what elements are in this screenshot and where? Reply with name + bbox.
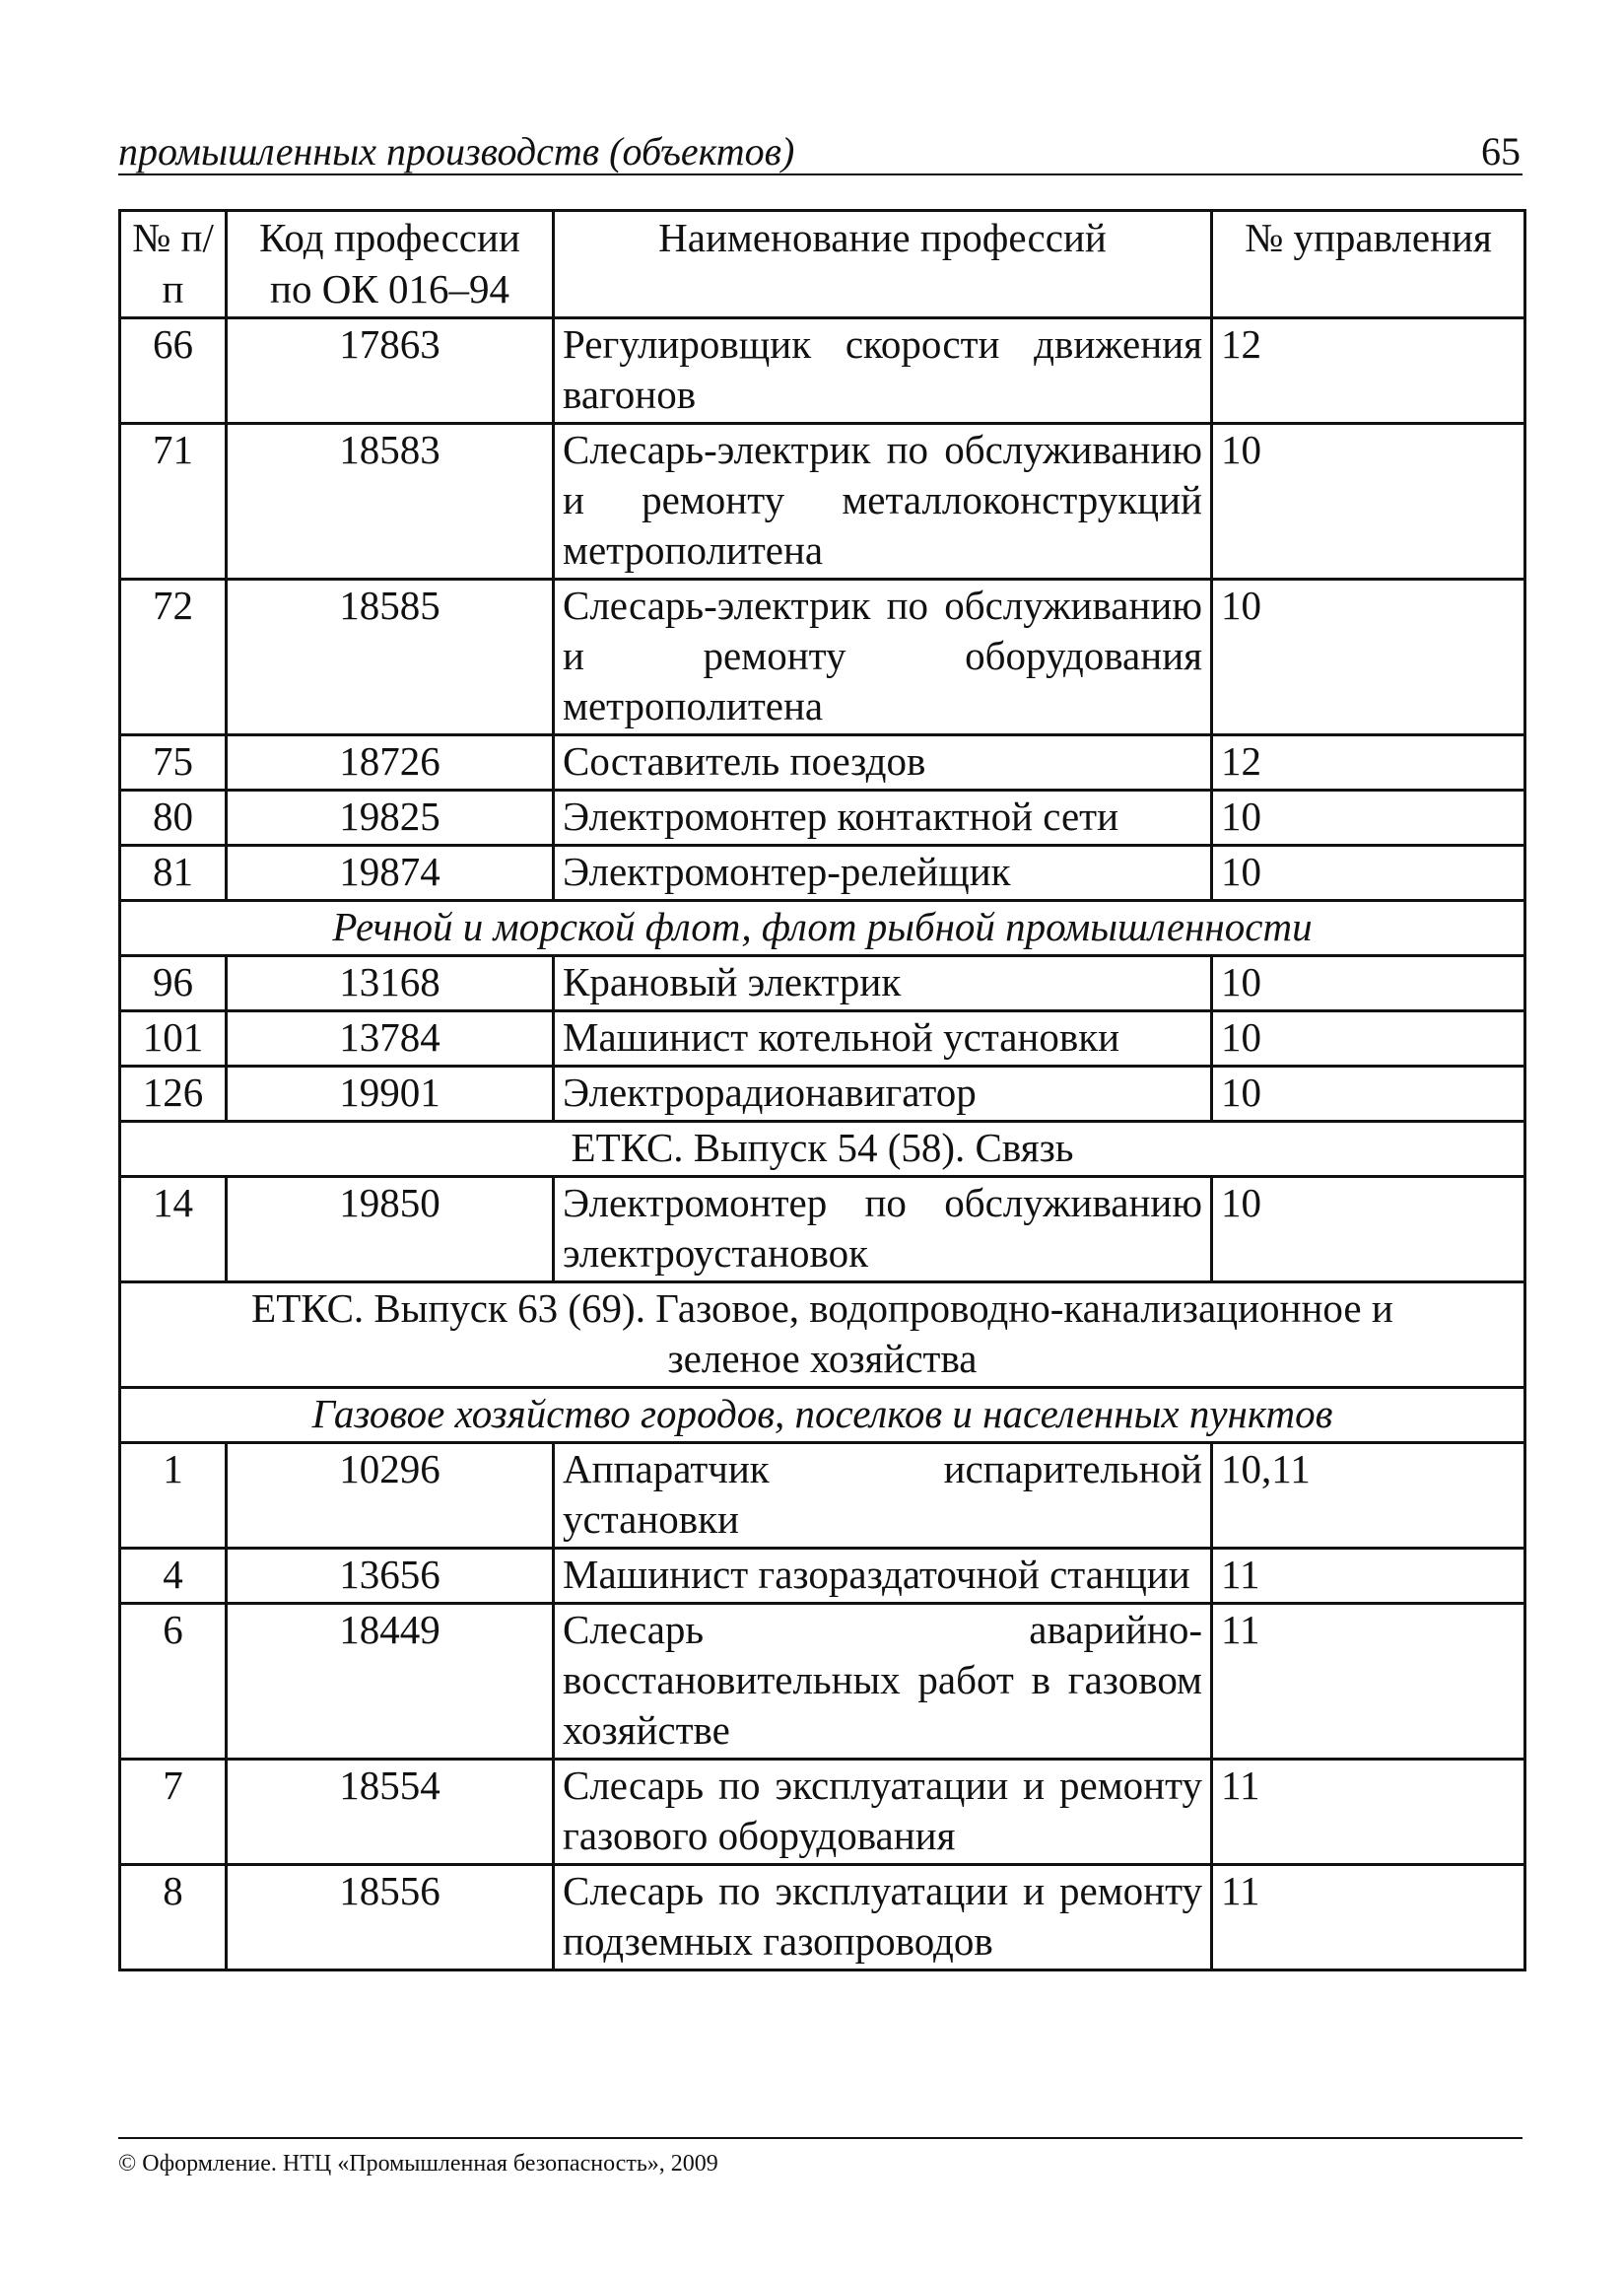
cell-name: Машинист газораздаточной станции	[554, 1549, 1212, 1604]
cell-name: Слесарь-электрик по обслуживанию и ремонту оборудования метрополитена	[554, 580, 1212, 735]
cell-num: 1	[120, 1443, 227, 1549]
table-row	[120, 1604, 1525, 1760]
cell-name: Слесарь по эксплуатации и ремонту подземных газопроводов	[554, 1865, 1212, 1970]
section-row	[120, 1388, 1525, 1443]
cell-num: 14	[120, 1177, 227, 1282]
cell-name: Регулировщик скорости движения вагонов	[554, 318, 1212, 424]
header-num: № п/п	[120, 211, 227, 318]
cell-dept: 10	[1212, 1177, 1525, 1282]
cell-code: 18726	[227, 735, 554, 791]
section-row	[120, 1122, 1525, 1177]
cell-name: Аппаратчик испарительной установки	[554, 1443, 1212, 1549]
cell-dept: 11	[1212, 1549, 1525, 1604]
cell-code: 19874	[227, 846, 554, 901]
cell-num: 126	[120, 1067, 227, 1122]
cell-name: Крановый электрик	[554, 956, 1212, 1011]
table-row	[120, 1865, 1525, 1970]
table-row	[120, 424, 1525, 580]
cell-dept: 10,11	[1212, 1443, 1525, 1549]
cell-dept: 10	[1212, 1011, 1525, 1067]
section-row	[120, 901, 1525, 956]
cell-num: 7	[120, 1760, 227, 1865]
table-row	[120, 1177, 1525, 1282]
section-gas-economy: Газовое хозяйство городов, поселков и населенных пунктов	[120, 1388, 1525, 1443]
cell-dept: 10	[1212, 580, 1525, 735]
section-river-fleet: Речной и морской флот, флот рыбной промышленности	[120, 901, 1525, 956]
cell-name: Электромонтер-релейщик	[554, 846, 1212, 901]
cell-code: 19850	[227, 1177, 554, 1282]
cell-code: 19825	[227, 791, 554, 846]
table-row	[120, 318, 1525, 424]
cell-dept: 10	[1212, 956, 1525, 1011]
cell-code: 13168	[227, 956, 554, 1011]
cell-code: 18556	[227, 1865, 554, 1970]
table-row	[120, 580, 1525, 735]
table-row	[120, 791, 1525, 846]
cell-code: 17863	[227, 318, 554, 424]
section-etks-63: ЕТКС. Выпуск 63 (69). Газовое, водопроводно-канализационное и зеленое хозяйства	[120, 1282, 1525, 1388]
header-code: Код профессии по ОК 016–94	[227, 211, 554, 318]
cell-num: 8	[120, 1865, 227, 1970]
cell-num: 6	[120, 1604, 227, 1760]
cell-dept: 10	[1212, 1067, 1525, 1122]
header-dept: № управления	[1212, 211, 1525, 318]
cell-code: 18449	[227, 1604, 554, 1760]
cell-dept: 11	[1212, 1865, 1525, 1970]
header-name: Наименование профессий	[554, 211, 1212, 318]
professions-table	[118, 209, 1526, 1971]
cell-name: Машинист котельной установки	[554, 1011, 1212, 1067]
cell-num: 75	[120, 735, 227, 791]
cell-name: Электромонтер по обслуживанию электроустановок	[554, 1177, 1212, 1282]
cell-code: 18554	[227, 1760, 554, 1865]
table-row	[120, 956, 1525, 1011]
cell-dept: 10	[1212, 424, 1525, 580]
table-row	[120, 1549, 1525, 1604]
cell-dept: 10	[1212, 791, 1525, 846]
section-row	[120, 1282, 1525, 1388]
copyright-footer: © Оформление. НТЦ «Промышленная безопасность», 2009	[118, 2151, 718, 2177]
cell-num: 96	[120, 956, 227, 1011]
cell-dept: 10	[1212, 846, 1525, 901]
cell-dept: 11	[1212, 1760, 1525, 1865]
table-row	[120, 735, 1525, 791]
cell-num: 101	[120, 1011, 227, 1067]
cell-dept: 11	[1212, 1604, 1525, 1760]
table-row	[120, 1011, 1525, 1067]
cell-name: Электромонтер контактной сети	[554, 791, 1212, 846]
section-etks-54: ЕТКС. Выпуск 54 (58). Связь	[120, 1122, 1525, 1177]
table-header-row	[120, 211, 1525, 318]
cell-name: Слесарь-электрик по обслуживанию и ремонту металлоконструкций метрополитена	[554, 424, 1212, 580]
cell-num: 81	[120, 846, 227, 901]
cell-dept: 12	[1212, 318, 1525, 424]
table-row	[120, 1760, 1525, 1865]
cell-name: Слесарь по эксплуатации и ремонту газового оборудования	[554, 1760, 1212, 1865]
cell-name: Электрорадионавигатор	[554, 1067, 1212, 1122]
cell-name: Слесарь аварийно-восстановительных работ в газовом хозяйстве	[554, 1604, 1212, 1760]
cell-code: 13784	[227, 1011, 554, 1067]
table-row	[120, 846, 1525, 901]
footer-divider	[118, 2137, 1522, 2139]
cell-num: 72	[120, 580, 227, 735]
page-number: 65	[1481, 129, 1521, 173]
cell-code: 18585	[227, 580, 554, 735]
table-row	[120, 1443, 1525, 1549]
running-head-title: промышленных производств (объектов)	[118, 129, 795, 173]
table-row	[120, 1067, 1525, 1122]
running-head	[118, 122, 1522, 175]
cell-code: 13656	[227, 1549, 554, 1604]
cell-name: Составитель поездов	[554, 735, 1212, 791]
cell-code: 18583	[227, 424, 554, 580]
cell-num: 71	[120, 424, 227, 580]
cell-code: 19901	[227, 1067, 554, 1122]
cell-code: 10296	[227, 1443, 554, 1549]
cell-num: 4	[120, 1549, 227, 1604]
cell-num: 66	[120, 318, 227, 424]
cell-dept: 12	[1212, 735, 1525, 791]
cell-num: 80	[120, 791, 227, 846]
